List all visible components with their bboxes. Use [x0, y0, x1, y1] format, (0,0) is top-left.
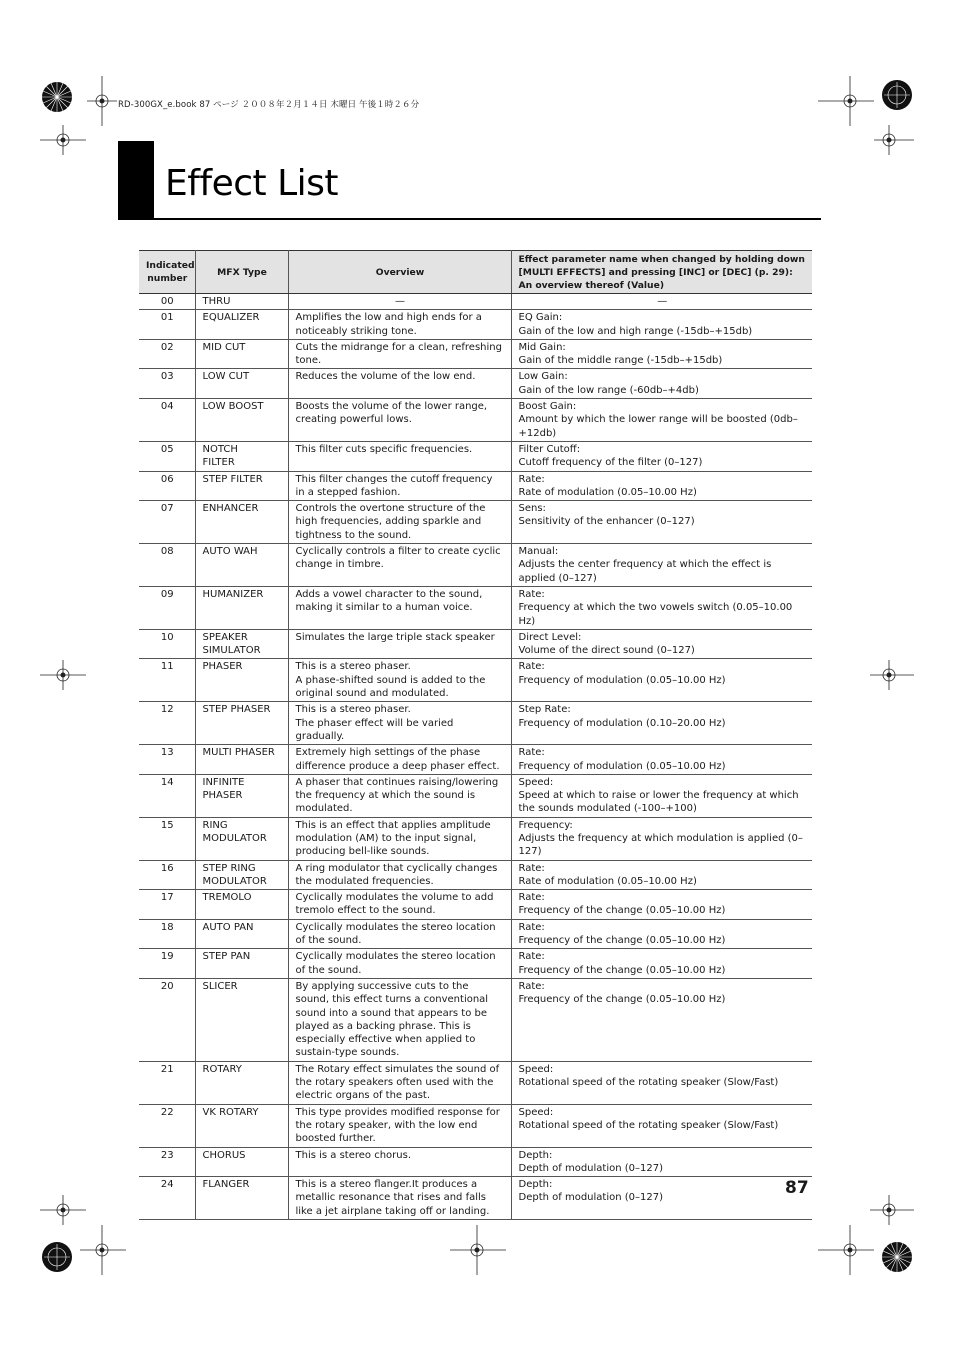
title-black-bar [118, 141, 154, 219]
header-overview: Overview [288, 251, 511, 294]
effect-parameter: Direct Level: Volume of the direct sound (0–127) [511, 629, 812, 659]
table-row [139, 978, 812, 1061]
effect-parameter: Depth: Depth of modulation (0–127) [511, 1177, 812, 1220]
effect-list-table [139, 250, 812, 1220]
effect-number: 15 [139, 817, 195, 860]
mfx-type: EQUALIZER [195, 310, 288, 340]
mfx-type: THRU [195, 294, 288, 310]
effect-parameter: Rate: Frequency at which the two vowels switch (0.05–10.00 Hz) [511, 586, 812, 629]
effect-number: 03 [139, 369, 195, 399]
effect-number: 13 [139, 745, 195, 775]
table-row [139, 294, 812, 310]
effect-parameter: Rate: Rate of modulation (0.05–10.00 Hz) [511, 471, 812, 501]
header-effect-parameter [511, 251, 812, 294]
mfx-type: MULTI PHASER [195, 745, 288, 775]
table-row [139, 817, 812, 860]
header-mfx-type: MFX Type [195, 251, 288, 294]
table-row [139, 659, 812, 702]
registration-crosshair-icon [40, 660, 86, 690]
print-mark-header: RD-300GX_e.book 87 ページ ２００８年２月１４日 木曜日 午後１時２６分 [118, 100, 420, 110]
effect-number: 01 [139, 310, 195, 340]
mfx-type: FLANGER [195, 1177, 288, 1220]
mfx-type: RING MODULATOR [195, 817, 288, 860]
effect-overview: By applying successive cuts to the sound, this effect turns a conventional sound into a sound that appears to be played as a backing phrase. This is especially effective when applied to sustain-type sounds. [288, 978, 511, 1061]
mfx-type: HUMANIZER [195, 586, 288, 629]
table-row [139, 702, 812, 745]
effect-overview: A ring modulator that cyclically changes the modulated frequencies. [288, 860, 511, 890]
effect-number: 09 [139, 586, 195, 629]
table-row [139, 1104, 812, 1147]
mfx-type: CHORUS [195, 1147, 288, 1177]
registration-crosshair-icon [87, 76, 117, 126]
effect-overview: Cyclically controls a filter to create cyclic change in timbre. [288, 544, 511, 587]
table-row [139, 339, 812, 369]
effect-overview: Controls the overtone structure of the high frequencies, adding sparkle and tightness to the sound. [288, 501, 511, 544]
effect-number: 00 [139, 294, 195, 310]
effect-number: 02 [139, 339, 195, 369]
effect-overview: Cyclically modulates the stereo location of the sound. [288, 919, 511, 949]
effect-parameter: Rate: Frequency of the change (0.05–10.00 Hz) [511, 978, 812, 1061]
effect-parameter: Frequency: Adjusts the frequency at which modulation is applied (0–127) [511, 817, 812, 860]
effect-number: 21 [139, 1061, 195, 1104]
effect-parameter: Rate: Frequency of the change (0.05–10.00 Hz) [511, 949, 812, 979]
effect-number: 14 [139, 774, 195, 817]
effect-number: 04 [139, 399, 195, 442]
mfx-type: STEP PHASER [195, 702, 288, 745]
table-row [139, 949, 812, 979]
effect-overview: This filter changes the cutoff frequency in a stepped fashion. [288, 471, 511, 501]
effect-overview: This is a stereo flanger.It produces a metallic resonance that rises and falls like a jet airplane taking off or landing. [288, 1177, 511, 1220]
mfx-type: VK ROTARY [195, 1104, 288, 1147]
table-row [139, 860, 812, 890]
effect-overview: Reduces the volume of the low end. [288, 369, 511, 399]
mfx-type: MID CUT [195, 339, 288, 369]
effect-overview: This is a stereo phaser. The phaser effect will be varied gradually. [288, 702, 511, 745]
effect-overview: The Rotary effect simulates the sound of the rotary speakers often used with the electric organs of the past. [288, 1061, 511, 1104]
table-row [139, 745, 812, 775]
table-header-row [139, 251, 812, 294]
effect-overview: Amplifies the low and high ends for a noticeably striking tone. [288, 310, 511, 340]
effect-overview: This type provides modified response for the rotary speaker, with the low end boosted further. [288, 1104, 511, 1147]
table-row [139, 919, 812, 949]
mfx-type: SPEAKER SIMULATOR [195, 629, 288, 659]
effect-overview: Simulates the large triple stack speaker [288, 629, 511, 659]
table-row [139, 544, 812, 587]
effect-number: 10 [139, 629, 195, 659]
table-row [139, 441, 812, 471]
effect-number: 05 [139, 441, 195, 471]
effect-overview: This is a stereo phaser. A phase-shifted sound is added to the original sound and modulated. [288, 659, 511, 702]
effect-overview: Extremely high settings of the phase difference produce a deep phaser effect. [288, 745, 511, 775]
table-row [139, 890, 812, 920]
effect-overview: Boosts the volume of the lower range, creating powerful lows. [288, 399, 511, 442]
header-indicated-number: Indicated number [139, 251, 195, 294]
registration-crosshair-icon [818, 76, 874, 126]
effect-parameter: Rate: Frequency of the change (0.05–10.00 Hz) [511, 890, 812, 920]
registration-crosshair-icon [40, 1195, 86, 1225]
header-param-line: An overview thereof (Value) [518, 279, 665, 291]
effect-parameter: Rate: Rate of modulation (0.05–10.00 Hz) [511, 860, 812, 890]
mfx-type: STEP RING MODULATOR [195, 860, 288, 890]
mfx-type: ROTARY [195, 1061, 288, 1104]
effect-number: 24 [139, 1177, 195, 1220]
table-row [139, 369, 812, 399]
effect-overview: Cyclically modulates the stereo location of the sound. [288, 949, 511, 979]
table-row [139, 586, 812, 629]
effect-parameter: Sens: Sensitivity of the enhancer (0–127) [511, 501, 812, 544]
table-row [139, 399, 812, 442]
table-row [139, 629, 812, 659]
effect-overview: Cyclically modulates the volume to add tremolo effect to the sound. [288, 890, 511, 920]
effect-number: 06 [139, 471, 195, 501]
effect-overview: Adds a vowel character to the sound, making it similar to a human voice. [288, 586, 511, 629]
effect-parameter: Rate: Frequency of the change (0.05–10.00 Hz) [511, 919, 812, 949]
table-row [139, 310, 812, 340]
mfx-type: ENHANCER [195, 501, 288, 544]
registration-crosshair-icon [450, 1225, 506, 1275]
effect-parameter: — [511, 294, 812, 310]
effect-number: 12 [139, 702, 195, 745]
effect-overview: This filter cuts specific frequencies. [288, 441, 511, 471]
effect-number: 17 [139, 890, 195, 920]
effect-parameter: Rate: Frequency of modulation (0.05–10.00 Hz) [511, 745, 812, 775]
mfx-type: NOTCH FILTER [195, 441, 288, 471]
effect-number: 11 [139, 659, 195, 702]
table-row [139, 501, 812, 544]
effect-parameter: Filter Cutoff: Cutoff frequency of the filter (0–127) [511, 441, 812, 471]
mfx-type: LOW BOOST [195, 399, 288, 442]
header-param-line: Effect parameter name when changed by holding down [518, 253, 805, 265]
effect-parameter: Mid Gain: Gain of the middle range (-15db–+15db) [511, 339, 812, 369]
effect-number: 08 [139, 544, 195, 587]
mfx-type: INFINITE PHASER [195, 774, 288, 817]
effect-overview: Cuts the midrange for a clean, refreshing tone. [288, 339, 511, 369]
mfx-type: AUTO PAN [195, 919, 288, 949]
effect-parameter: Boost Gain: Amount by which the lower range will be boosted (0db–+12db) [511, 399, 812, 442]
header-param-line: [MULTI EFFECTS] and pressing [INC] or [DEC] (p. 29): [518, 266, 793, 278]
registration-crosshair-icon [80, 1225, 126, 1275]
effect-parameter: Speed: Rotational speed of the rotating speaker (Slow/Fast) [511, 1104, 812, 1147]
effect-parameter: Rate: Frequency of modulation (0.05–10.00 Hz) [511, 659, 812, 702]
effect-number: 22 [139, 1104, 195, 1147]
mfx-type: SLICER [195, 978, 288, 1061]
effect-overview: This is an effect that applies amplitude modulation (AM) to the input signal, producing bell-like sounds. [288, 817, 511, 860]
mfx-type: TREMOLO [195, 890, 288, 920]
page-title: Effect List [165, 163, 339, 204]
effect-overview: — [288, 294, 511, 310]
effect-parameter: Low Gain: Gain of the low range (-60db–+4db) [511, 369, 812, 399]
registration-mark-top-left-sunburst [40, 80, 74, 114]
effect-parameter: Speed: Speed at which to raise or lower the frequency at which the sounds modulated (-100–+100) [511, 774, 812, 817]
effect-table-body [139, 294, 812, 1220]
table-row [139, 1177, 812, 1220]
title-underline [118, 218, 821, 220]
effect-overview: This is a stereo chorus. [288, 1147, 511, 1177]
effect-parameter: Depth: Depth of modulation (0–127) [511, 1147, 812, 1177]
registration-mark-top-right-target [880, 78, 914, 112]
registration-crosshair-icon [870, 1195, 914, 1225]
registration-crosshair-icon [818, 1225, 874, 1275]
registration-crosshair-icon [874, 125, 914, 155]
mfx-type: AUTO WAH [195, 544, 288, 587]
table-row [139, 774, 812, 817]
mfx-type: STEP PAN [195, 949, 288, 979]
registration-mark-bottom-left-target [40, 1240, 74, 1274]
effect-parameter: EQ Gain: Gain of the low and high range (-15db–+15db) [511, 310, 812, 340]
mfx-type: PHASER [195, 659, 288, 702]
effect-overview: A phaser that continues raising/lowering the frequency at which the sound is modulated. [288, 774, 511, 817]
effect-number: 18 [139, 919, 195, 949]
effect-number: 23 [139, 1147, 195, 1177]
effect-parameter: Step Rate: Frequency of modulation (0.10–20.00 Hz) [511, 702, 812, 745]
table-row [139, 471, 812, 501]
mfx-type: STEP FILTER [195, 471, 288, 501]
effect-number: 19 [139, 949, 195, 979]
effect-number: 07 [139, 501, 195, 544]
registration-crosshair-icon [40, 125, 86, 155]
table-row [139, 1061, 812, 1104]
effect-number: 20 [139, 978, 195, 1061]
effect-parameter: Speed: Rotational speed of the rotating speaker (Slow/Fast) [511, 1061, 812, 1104]
table-row [139, 1147, 812, 1177]
page-number: 87 [785, 1178, 809, 1198]
mfx-type: LOW CUT [195, 369, 288, 399]
registration-mark-bottom-right-sunburst [880, 1240, 914, 1274]
effect-parameter: Manual: Adjusts the center frequency at which the effect is applied (0–127) [511, 544, 812, 587]
effect-number: 16 [139, 860, 195, 890]
registration-crosshair-icon [870, 660, 914, 690]
